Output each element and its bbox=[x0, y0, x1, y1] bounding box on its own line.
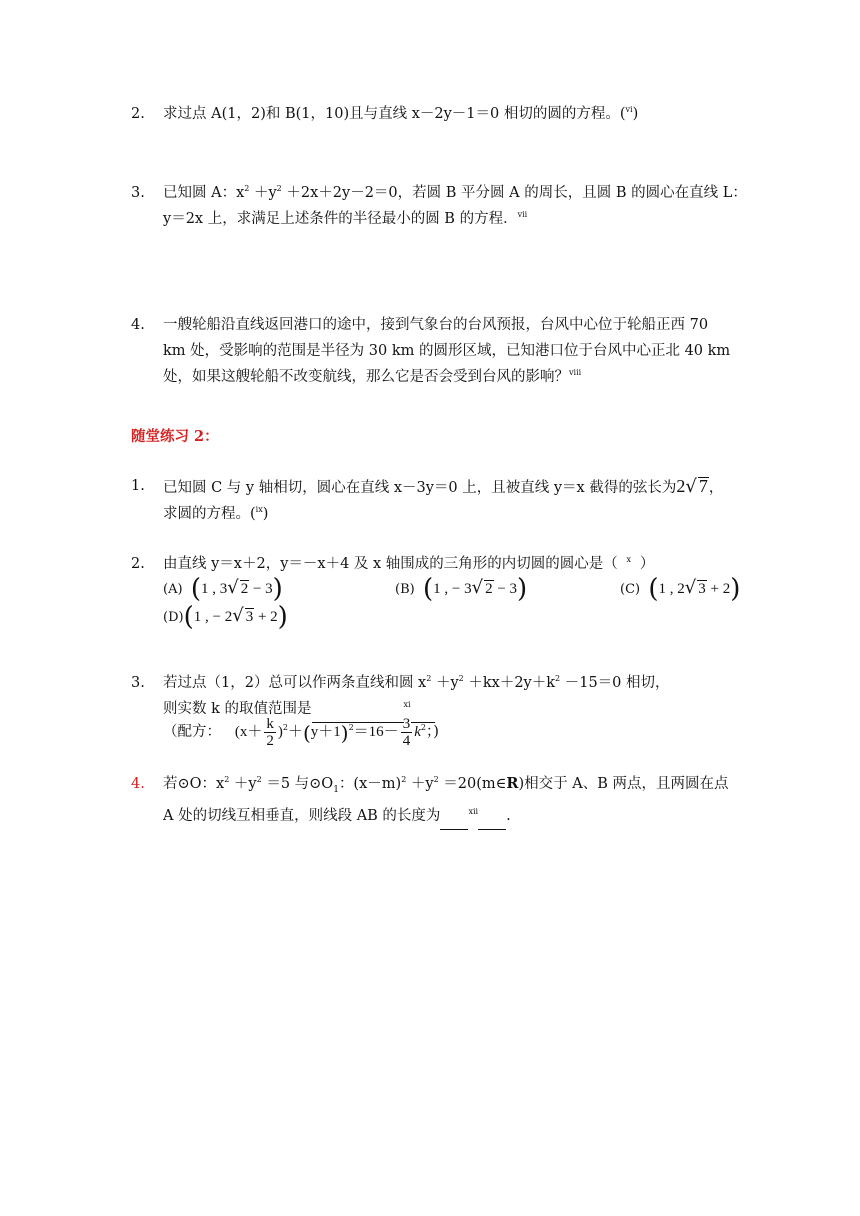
option-d: (D)(1 , − 2√ 3 + 2) bbox=[163, 602, 288, 632]
option-c: (C) (1 , 2√ 3 + 2) bbox=[620, 574, 741, 604]
section-heading: 随堂练习 2： bbox=[131, 428, 219, 445]
answer-blank[interactable] bbox=[440, 803, 468, 830]
endnote-ref: viii bbox=[569, 368, 582, 377]
problem-text: 由直线 y＝x＋2，y＝－x＋4 及 x 轴围成的三角形的内切圆的圆心是（ $^x$ ） bbox=[163, 555, 655, 572]
endnote-ref: ix bbox=[255, 505, 263, 514]
problem-text: 已知圆 A：$x^2 +y^2 +2x+2y-2=0$，若圆 B 平分圆 A 的周长，且圆 B 的圆心在直线 L： y＝2x 上，求满足上述条件的半径最小的圆 B 的方程．$^{vii}$ bbox=[163, 184, 747, 227]
endnote-ref: xii bbox=[468, 806, 479, 816]
problem-text: 一艘轮船沿直线返回港口的途中，接到气象台的台风预报，台风中心位于轮船正西 70 km 处，受影响的范围是半径为 30 km 的圆形区域，已知港口位于台风中心正北 40 km 处，如果这艘轮船不改变航线，那么它是否会受到台风的影响？$^{viii}$ bbox=[163, 317, 731, 385]
endnote-ref: vii bbox=[517, 210, 528, 219]
problem-number: 1. bbox=[131, 478, 145, 494]
problem-text: 若⊙O：$x^2 +y^2 =5$ 与$⊙O_1$：$(x-m)^2 +y^2$ ＝20(m∈R)相交于 A、B 两点，且两圆在点 A 处的切线互相垂直，则线段 AB 的长度为 $^{xii}$ . bbox=[163, 771, 751, 830]
problem-text: 已知圆 C 与 y 轴相切，圆心在直线 x－3y＝0 上，且被直线 y＝x 截得的弦长为2√ 7， 求圆的方程。($^{ix}$) bbox=[163, 476, 724, 522]
option-a: (A) (1 , 3√ 2 − 3) bbox=[163, 574, 283, 604]
endnote-ref: xi bbox=[403, 700, 411, 709]
problem-number: 3. bbox=[131, 675, 145, 691]
problem-text: 求过点 A(1，2)和 B(1，10)且与直线 x－2y－1＝0 相切的圆的方程。($^{vi}$) bbox=[163, 105, 639, 122]
problem-number: 4. bbox=[131, 776, 145, 792]
problem-number: 2. bbox=[131, 556, 145, 572]
problem-number: 4. bbox=[131, 317, 145, 333]
endnote-ref: vi bbox=[625, 105, 633, 114]
problem-number: 2. bbox=[131, 106, 145, 122]
option-b: (B) (1 , − 3√ 2 − 3) bbox=[395, 574, 528, 604]
endnote-ref: x bbox=[626, 555, 632, 564]
problem-number: 3. bbox=[131, 185, 145, 201]
problem-text: 若过点（1，2）总可以作两条直线和圆 $x^2 +y^2 +kx+2y+k^2 -15=0$ 相切， 则实数 k 的取值范围是 $^{xi}$ bbox=[163, 670, 751, 723]
hint-formula: （配方： (x＋ $\frac{k}{2}$ )$^2+(y+1)^2=16-$ $\frac{3}{4}$ $k^2$；) bbox=[163, 715, 439, 749]
